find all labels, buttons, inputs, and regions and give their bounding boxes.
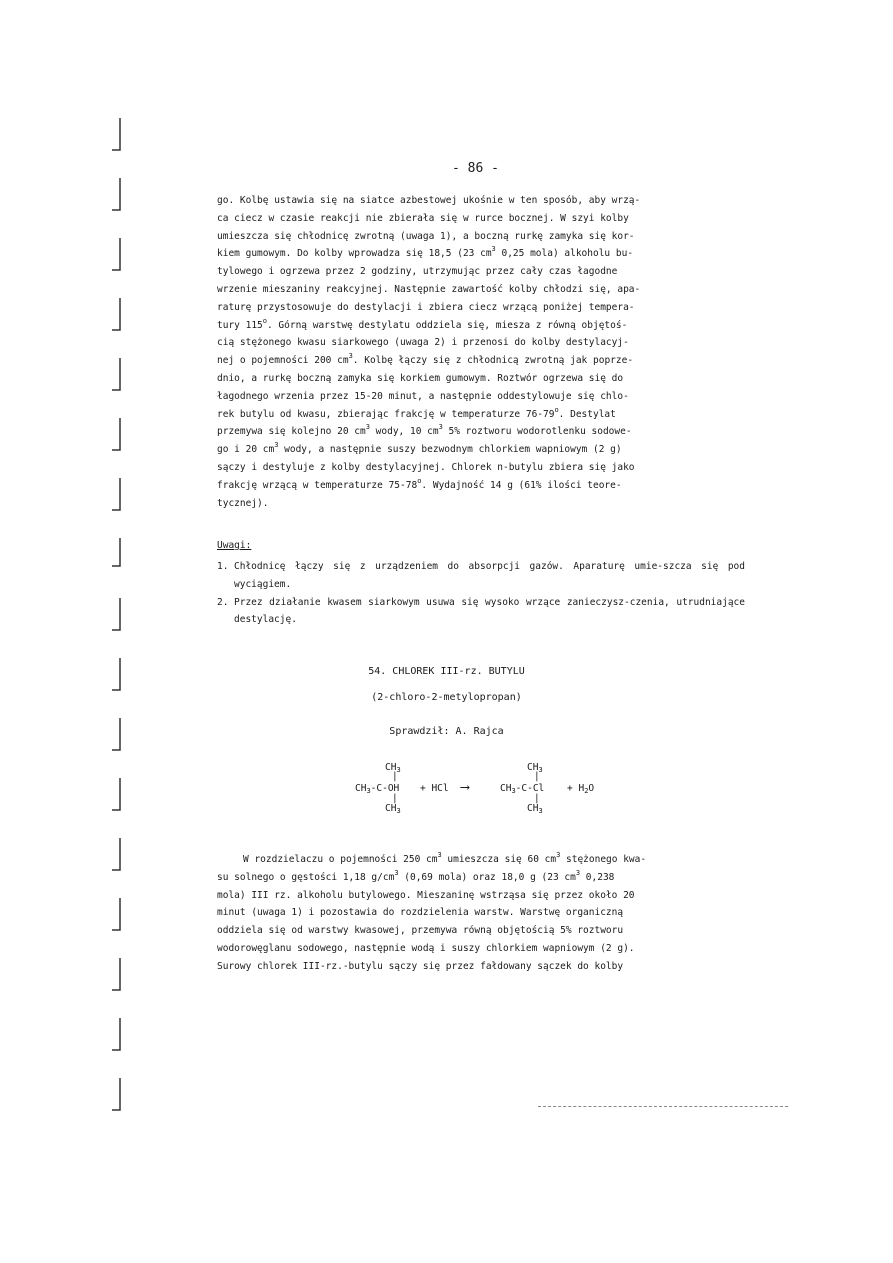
note-item [217,558,745,594]
bond-bottom-left: | [392,793,398,804]
section-title: 54. CHLOREK III-rz. BUTYLU [368,666,525,677]
text-line: raturę przystosowuje do destylacji i zbiera ciecz wrzącą poniżej tempera- [217,301,635,313]
bond-top-right: | [534,771,540,782]
hcl-reagent: + HCl [420,783,449,794]
text-line: kiem gumowym. Do kolby wprowadza się 18,5 (23 $cm^3$ 0,25 mola) alkoholu bu- [217,245,634,260]
text-line: Surowy chlorek III-rz.-butylu sączy się przez fałdowany sączek do kolby [217,960,624,972]
text-line: nej o pojemności 200 $cm^3$. Kolbę łączy się z chłodnicą zwrotną jak poprze- [217,352,634,367]
text-line: wodorowęglanu sodowego, następnie wodą i suszy chlorkiem wapniowym (2 g). [217,942,635,954]
footer-rule [538,1106,788,1107]
text-line: ca ciecz w czasie reakcji nie zbierała się w rurce bocznej. W szyi kolby [217,212,629,224]
note-number: 2. [217,596,229,608]
verified-by: Sprawdził: A. Rajca [389,726,504,737]
section-subtitle: (2-chloro-2-metylopropan) [371,692,522,703]
note-text: Chłodnicę łączy się z urządzeniem do absorpcji gazów. Aparaturę umie-szcza się pod wyciągiem. [234,561,745,590]
text-line: wrzenie mieszaniny reakcyjnej. Następnie zawartość kolby chłodzi się, apa- [217,283,641,295]
note-number: 1. [217,561,229,572]
text-line: minut (uwaga 1) i pozostawia do rozdzielenia warstw. Warstwę organiczną [217,907,624,919]
text-line: tury 115$^o$. Górną warstwę destylatu oddziela się, miesza z równą objętoś- [217,316,628,331]
bond-top-left: | [392,771,398,782]
text-line: dnio, a rurkę boczną zamyka się korkiem gumowym. Roztwór ogrzewa się do [217,372,624,384]
text-line: su solnego o gęstości 1,18 $g/cm^3$ (0,69 mola) oraz 18,0 g (23 $cm^3$ 0,238 [217,868,615,883]
text-line: frakcję wrzącą w temperaturze 75-78$^o$. Wydajność 14 g (61% ilości teore- [217,476,622,491]
reaction-arrow: ⟶ [461,780,469,795]
methyl-top-left: $CH_3$ [385,762,401,774]
page-number: - 86 - [452,161,499,176]
tert-butanol: $CH_3-C-OH$ [355,783,400,795]
text-line: W rozdzielaczu o pojemności 250 $cm^3$ umieszcza się 60 $cm^3$ stężonego kwa- [243,851,647,865]
text-line: sączy i destyluje z kolby destylacyjnej. Chlorek n-butylu zbiera się jako [217,461,635,473]
paragraph-1 [217,192,745,512]
methyl-bottom-left: $CH_3$ [385,803,401,815]
water-product: + $H_2O$ [567,783,595,795]
text-line: przemywa się kolejno 20 $cm^3$ wody, 10 $cm^3$ 5% roztworu wodorotlenku sodowe- [217,423,632,438]
text-line: łagodnego wrzenia przez 15-20 minut, a następnie oddestylowuje się chlo- [217,390,629,402]
notes-list [217,558,745,629]
note-text: Przez działanie kwasem siarkowym usuwa się wysoko wrzące zanieczysz-czenia, utrudniające destylację. [234,596,745,626]
tert-butyl-chloride: $CH_3-C-Cl$ [500,783,545,795]
text-line: cią stężonego kwasu siarkowego (uwaga 2) i przenosi do kolby destylacyj- [217,337,629,349]
methyl-bottom-right: $CH_3$ [527,803,543,815]
note-item [217,594,745,630]
text-line: tycznej). [217,497,269,509]
text-line: go. Kolbę ustawia się na siatce azbestowej ukośnie w ten sposób, aby wrzą- [217,195,641,206]
text-line: mola) III rz. alkoholu butylowego. Mieszaninę wstrząsa się przez około 20 [217,889,635,901]
methyl-top-right: $CH_3$ [527,762,543,774]
notes-heading: Uwagi: [217,540,252,551]
paragraph-2 [217,851,745,976]
text-line: oddziela się od warstwy kwasowej, przemywa równą objętością 5% roztworu [217,925,624,937]
text-line: umieszcza się chłodnicę zwrotną (uwaga 1), a boczną rurkę zamyka się kor- [217,230,635,242]
reaction-equation [355,758,615,828]
bond-bottom-right: | [534,793,540,804]
text-line: go i 20 $cm^3$ wody, a następnie suszy bezwodnym chlorkiem wapniowym (2 g) [217,441,622,456]
text-line: rek butylu od kwasu, zbierając frakcję w temperaturze 76-79$^o$. Destylat [217,405,616,420]
text-line: tylowego i ogrzewa przez 2 godziny, utrzymując przez cały czas łagodne [217,266,618,278]
